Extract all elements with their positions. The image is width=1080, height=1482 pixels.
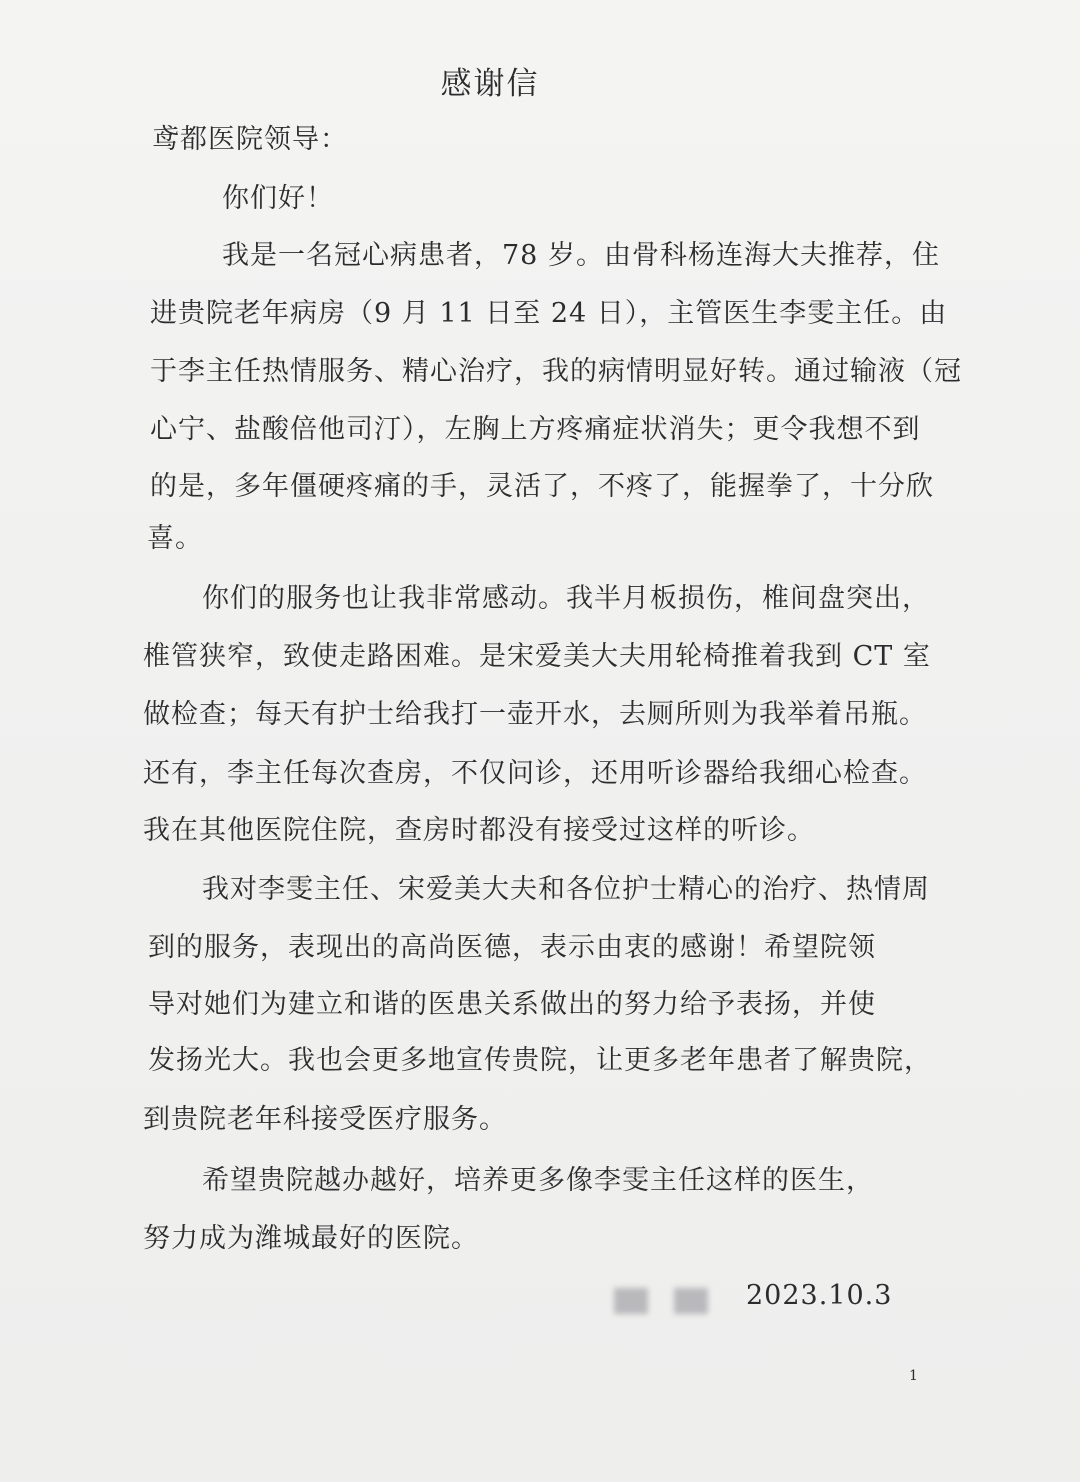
page-number: 1 xyxy=(909,1368,918,1384)
paragraph-line: 还有，李主任每次查房，不仅问诊，还用听诊器给我细心检查。 xyxy=(143,758,927,789)
paragraph-line: 心宁、盐酸倍他司汀），左胸上方疼痛症状消失；更令我想不到 xyxy=(150,414,921,445)
paragraph-line: 努力成为潍城最好的医院。 xyxy=(143,1223,479,1254)
paragraph-line: 导对她们为建立和谐的医患关系做出的努力给予表扬，并使 xyxy=(148,989,876,1020)
paragraph-line: 进贵院老年病房（9 月 11 日至 24 日），主管医生李雯主任。由 xyxy=(150,298,948,329)
letter-date: 2023.10.3 xyxy=(746,1280,893,1311)
paragraph-line: 你们的服务也让我非常感动。我半月板损伤，椎间盘突出， xyxy=(202,583,930,614)
redacted-signature-block xyxy=(674,1288,708,1314)
redacted-signature-block xyxy=(614,1288,648,1314)
paragraph-line: 的是，多年僵硬疼痛的手，灵活了，不疼了，能握拳了，十分欣 xyxy=(150,471,934,502)
paragraph-line: 椎管狭窄，致使走路困难。是宋爱美大夫用轮椅推着我到 CT 室 xyxy=(143,641,931,672)
letter-greeting: 你们好！ xyxy=(222,183,334,214)
paragraph-line: 我是一名冠心病患者，78 岁。由骨科杨连海大夫推荐，住 xyxy=(222,240,940,271)
paragraph-line: 我对李雯主任、宋爱美大夫和各位护士精心的治疗、热情周 xyxy=(202,874,930,905)
paragraph-line: 发扬光大。我也会更多地宣传贵院，让更多老年患者了解贵院， xyxy=(148,1045,932,1076)
paragraph-line: 于李主任热情服务、精心治疗，我的病情明显好转。通过输液（冠 xyxy=(150,356,962,387)
paragraph-line: 我在其他医院住院，查房时都没有接受过这样的听诊。 xyxy=(143,815,815,846)
letter-title: 感谢信 xyxy=(440,66,540,102)
paragraph-line: 到贵院老年科接受医疗服务。 xyxy=(143,1104,507,1135)
redacted-signature xyxy=(612,1284,712,1318)
paragraph-line: 希望贵院越办越好，培养更多像李雯主任这样的医生， xyxy=(202,1165,874,1196)
paragraph-line: 做检查；每天有护士给我打一壶开水，去厕所则为我举着吊瓶。 xyxy=(143,699,927,730)
paragraph-line: 喜。 xyxy=(147,523,203,554)
paragraph-line: 到的服务，表现出的高尚医德，表示由衷的感谢！希望院领 xyxy=(148,932,876,963)
letter-salutation: 鸢都医院领导： xyxy=(152,124,348,155)
